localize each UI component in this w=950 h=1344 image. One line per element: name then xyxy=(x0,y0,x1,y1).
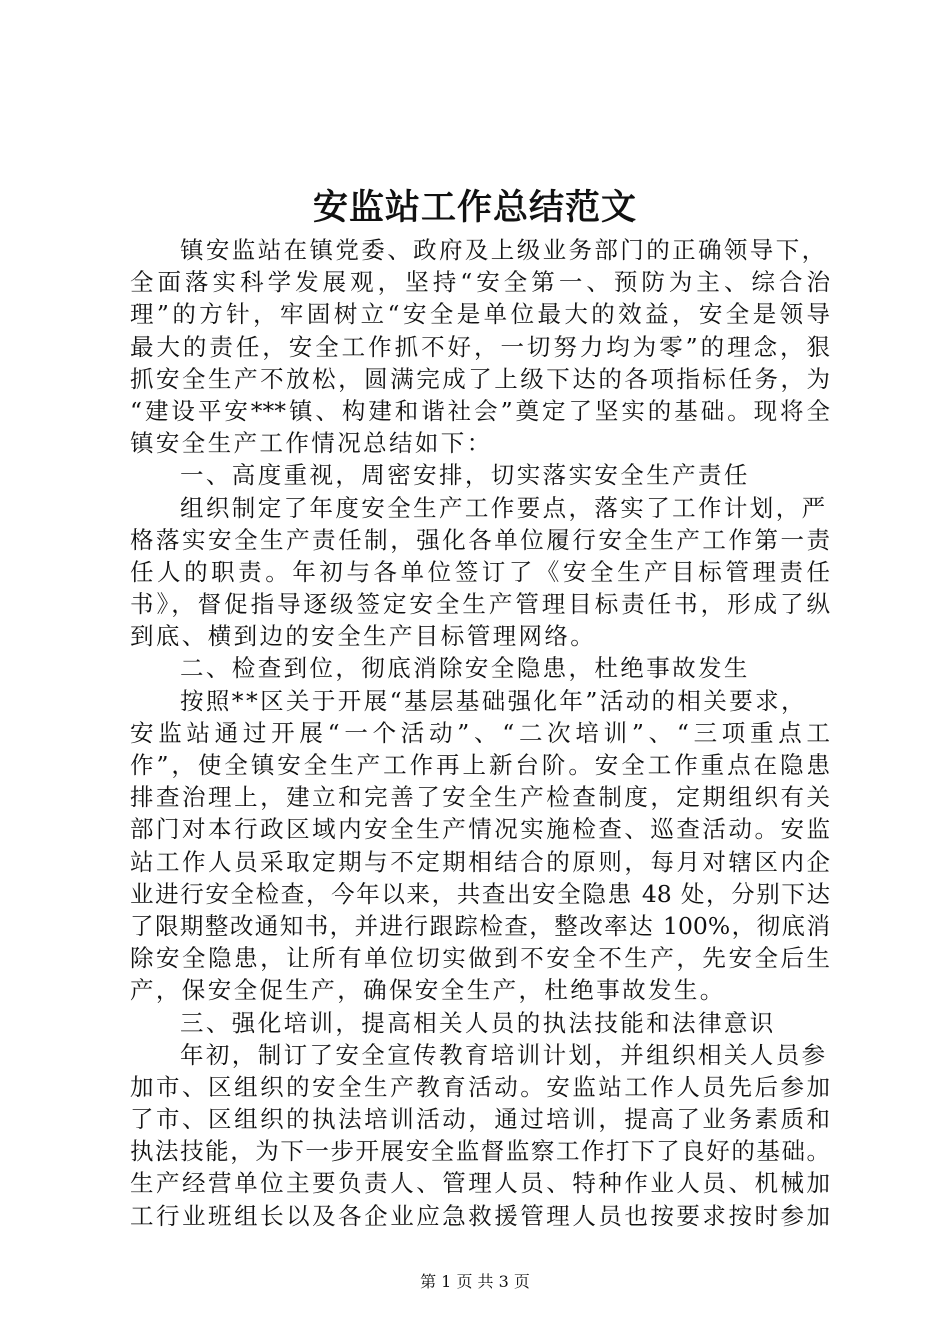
paragraph-line: 除安全隐患，让所有单位切实做到不安全不生产，先安全后生 xyxy=(130,944,830,973)
paragraph-line: 镇安监站在镇党委、政府及上级业务部门的正确领导下， xyxy=(180,236,828,264)
paragraph-line: 格落实安全生产责任制，强化各单位履行安全生产工作第一责 xyxy=(130,525,830,554)
document-body xyxy=(130,234,830,1232)
page-number-footer: 第 1 页 共 3 页 xyxy=(420,1272,530,1291)
section-heading: 二、检查到位，彻底消除安全隐患，杜绝事故发生 xyxy=(180,654,750,683)
paragraph-line: 生产经营单位主要负责人、管理人员、特种作业人员、机械加 xyxy=(130,1169,830,1198)
paragraph-line: 产，保安全促生产，确保安全生产，杜绝事故发生。 xyxy=(130,976,726,1005)
paragraph-line: 全面落实科学发展观，坚持“安全第一、预防为主、综合治 xyxy=(130,268,830,297)
paragraph-line: 到底、横到边的安全生产目标管理网络。 xyxy=(130,622,597,651)
section-heading: 三、强化培训，提高相关人员的执法技能和法律意识 xyxy=(180,1008,776,1037)
paragraph-line: 排查治理上，建立和完善了安全生产检查制度，定期组织有关 xyxy=(130,783,830,812)
paragraph-line: 站工作人员采取定期与不定期相结合的原则，每月对辖区内企 xyxy=(130,847,830,876)
paragraph-line: 作”，使全镇安全生产工作再上新台阶。安全工作重点在隐患 xyxy=(130,751,830,779)
paragraph-line: 部门对本行政区域内安全生产情况实施检查、巡查活动。安监 xyxy=(130,815,830,844)
paragraph-line: “建设平安***镇、构建和谐社会”奠定了坚实的基础。现将全 xyxy=(130,396,830,425)
paragraph-line: 抓安全生产不放松，圆满完成了上级下达的各项指标任务，为 xyxy=(130,364,830,393)
paragraph-line: 组织制定了年度安全生产工作要点，落实了工作计划，严 xyxy=(180,493,828,522)
paragraph-line: 书》，督促指导逐级签定安全生产管理目标责任书，形成了纵 xyxy=(130,590,830,619)
paragraph-line: 年初，制订了安全宣传教育培训计划，并组织相关人员参 xyxy=(180,1040,828,1069)
paragraph-line: 了限期整改通知书，并进行跟踪检查，整改率达 100%，彻底消 xyxy=(130,911,830,940)
paragraph-line: 安监站通过开展“一个活动”、“二次培训”、“三项重点工 xyxy=(130,718,830,747)
document-title: 安监站工作总结范文 xyxy=(312,187,637,228)
paragraph-line: 镇安全生产工作情况总结如下： xyxy=(130,429,493,458)
paragraph-line: 执法技能，为下一步开展安全监督监察工作打下了良好的基础。 xyxy=(130,1137,830,1166)
paragraph-line: 了市、区组织的执法培训活动，通过培训，提高了业务素质和 xyxy=(130,1105,830,1134)
paragraph-line: 理”的方针，牢固树立“安全是单位最大的效益，安全是领导 xyxy=(130,300,830,329)
paragraph-line: 加市、区组织的安全生产教育活动。安监站工作人员先后参加 xyxy=(130,1072,830,1101)
paragraph-line: 任人的职责。年初与各单位签订了《安全生产目标管理责任 xyxy=(130,557,830,586)
section-heading: 一、高度重视，周密安排，切实落实安全生产责任 xyxy=(180,461,750,490)
paragraph-line: 工行业班组长以及各企业应急救援管理人员也按要求按时参加 xyxy=(130,1201,830,1230)
paragraph-line: 最大的责任，安全工作抓不好，一切努力均为零”的理念，狠 xyxy=(130,332,830,361)
paragraph-line: 按照**区关于开展“基层基础强化年”活动的相关要求， xyxy=(180,686,807,715)
paragraph-line: 业进行安全检查，今年以来，共查出安全隐患 48 处，分别下达 xyxy=(130,879,830,908)
